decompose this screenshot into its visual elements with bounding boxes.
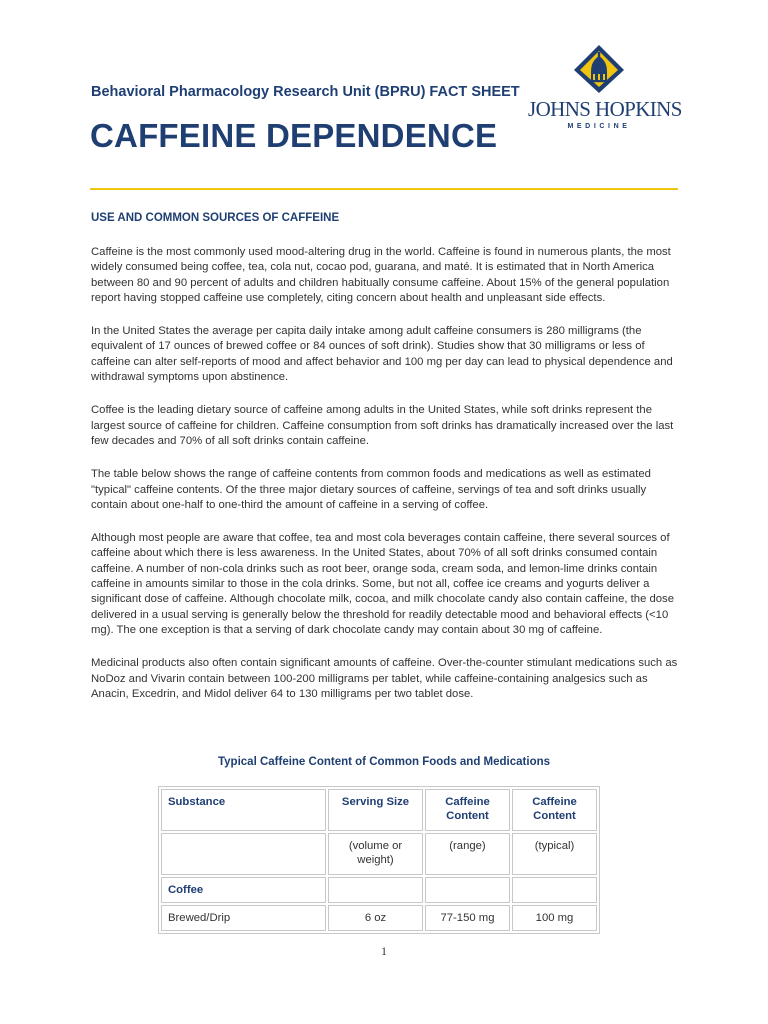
table-caption: Typical Caffeine Content of Common Foods and Medications: [217, 756, 551, 768]
paragraph: In the United States the average per capita daily intake among adult caffeine consumers is 280 milligrams (the equivalent of 17 ounces of brewed coffee or 84 ounces of soft drink). Studies show that 30 milligrams or less of caffeine can alter self-reports of mood and affect behavior and 100 mg per day can lead to physical dependence and withdrawal symptoms upon abstinence.: [91, 325, 673, 384]
table-header-row: [161, 789, 597, 831]
caffeine-range-cell: 77-150 mg: [425, 905, 510, 931]
caffeine-content-table: [158, 786, 600, 934]
section-heading: USE AND COMMON SOURCES OF CAFFEINE: [91, 212, 340, 224]
category-cell: Coffee: [161, 877, 326, 903]
page-title: CAFFEINE DEPENDENCE: [90, 117, 498, 154]
header-cell: Caffeine Content: [425, 789, 510, 831]
header-cell: Caffeine Content: [512, 789, 597, 831]
johns-hopkins-logo: [528, 44, 682, 136]
fact-sheet-subtitle: Behavioral Pharmacology Research Unit (BPRU) FACT SHEET: [91, 84, 520, 100]
header-cell: Serving Size: [328, 789, 423, 831]
table-subheader-row: [161, 833, 597, 875]
page-number: 1: [381, 944, 387, 958]
header-divider: [90, 188, 678, 190]
subheader-cell: (volume or weight): [328, 833, 423, 875]
table-row: [161, 877, 597, 903]
subheader-cell: (typical): [512, 833, 597, 875]
logo-subtitle: MEDICINE: [567, 123, 631, 130]
header-cell: Substance: [161, 789, 326, 831]
paragraph: Medicinal products also often contain significant amounts of caffeine. Over-the-counter stimulant medications such as NoDoz and Vivarin contain between 100-200 milligrams per tablet, while caffeine-containing analgesics such as Anacin, Excedrin, and Midol deliver 64 to 130 milligrams per two tablet dose.: [91, 657, 678, 700]
paragraph: Coffee is the leading dietary source of caffeine among adults in the United States, while soft drinks represent the largest source of caffeine for children. Caffeine consumption from soft drinks has dramatically increased over the last few decades and 70% of all soft drinks contain caffeine.: [91, 404, 674, 447]
subheader-cell: [161, 833, 326, 875]
logo-wordmark: JOHNS HOPKINS: [528, 97, 682, 121]
body-text: [91, 245, 681, 720]
substance-cell: Brewed/Drip: [161, 905, 326, 931]
table-row: [161, 905, 597, 931]
university-shield-icon: [572, 44, 626, 94]
paragraph: The table below shows the range of caffeine contents from common foods and medications as well as estimated "typical" caffeine contents. Of the three major dietary sources of caffeine, servings of tea and soft drinks usually contain about one-half to one-third the amount of caffeine in a serving of coffee.: [91, 468, 651, 511]
table-cell: [328, 877, 423, 903]
table-cell: [425, 877, 510, 903]
paragraph: Although most people are aware that coffee, tea and most cola beverages contain caffeine, there several sources of caffeine about which there is less awareness. In the United States, about 70% of all soft drinks consumed contain caffeine. A number of non-cola drinks such as root beer, orange soda, cream soda, and lemon-lime drinks contain caffeine in amounts similar to those in the cola drinks. Some, but not all, coffee ice creams and yogurts deliver a significant dose of caffeine. Although chocolate milk, cocoa, and milk chocolate candy also contain caffeine, the dose delivered in a usual serving is generally below the threshold for readily detectable mood and behavioral effects (<10 mg). The one exception is that a serving of dark chocolate candy may contain about 30 mg of caffeine.: [91, 532, 674, 636]
subheader-cell: (range): [425, 833, 510, 875]
serving-size-cell: 6 oz: [328, 905, 423, 931]
caffeine-typical-cell: 100 mg: [512, 905, 597, 931]
table-cell: [512, 877, 597, 903]
paragraph: Caffeine is the most commonly used mood-altering drug in the world. Caffeine is found in numerous plants, the most widely consumed being coffee, tea, cola nut, cocao pod, guarana, and maté. It is estimated that in North America between 80 and 90 percent of adults and children habitually consume caffeine. About 15% of the general population report having stopped caffeine use completely, citing concern about health and unpleasant side effects.: [91, 246, 671, 304]
